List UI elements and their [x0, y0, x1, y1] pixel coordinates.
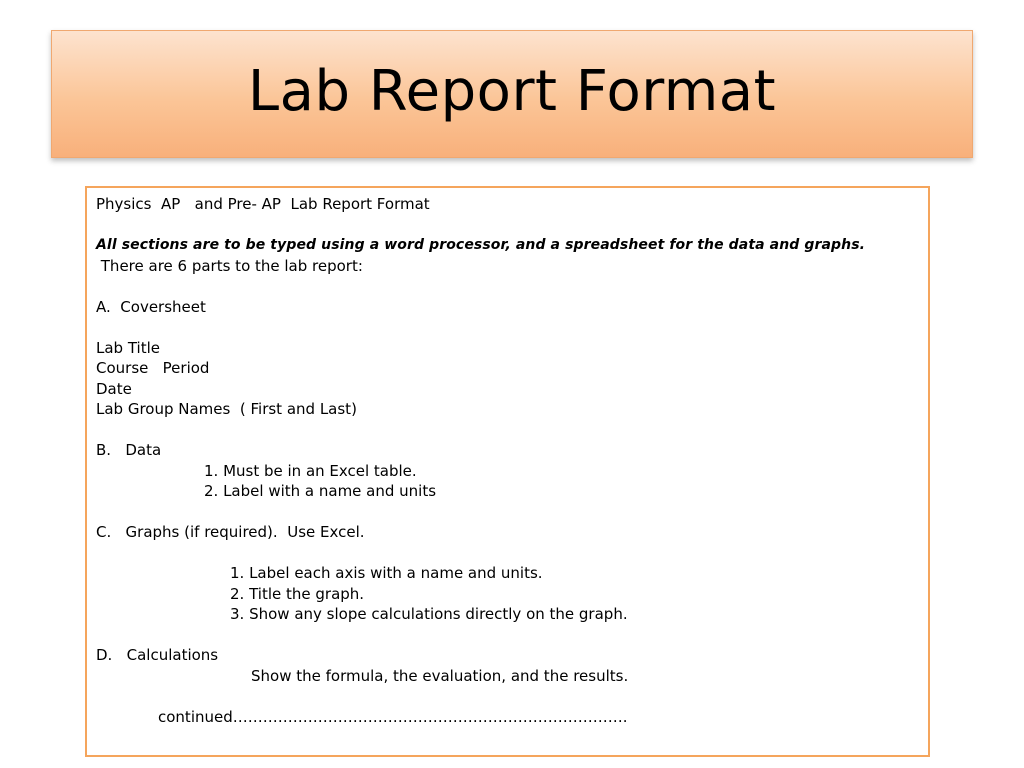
section-a-label: A. Coversheet: [96, 297, 206, 316]
content-heading: Physics AP and Pre- AP Lab Report Format: [96, 195, 430, 213]
parts-intro: There are 6 parts to the lab report:: [96, 256, 363, 275]
section-a-item: Lab Group Names ( First and Last): [96, 400, 357, 418]
spacer: [96, 420, 928, 441]
section-c-item: 1. Label each axis with a name and units.: [230, 564, 543, 582]
section-c-item: 2. Title the graph.: [230, 584, 365, 603]
continued-text: continued…………………………………………………………………….: [158, 707, 628, 726]
instruction-text: All sections are to be typed using a word processor, and a spreadsheet for the data and graphs.: [96, 237, 866, 253]
spacer: [96, 625, 928, 646]
section-b-item: 2. Label with a name and units: [204, 482, 437, 500]
content-box: [85, 186, 930, 757]
spacer: [96, 543, 928, 564]
section-c-item: 3. Show any slope calculations directly on the graph.: [230, 605, 628, 623]
section-d-label: D. Calculations: [96, 646, 219, 664]
section-a-item: Date: [96, 379, 132, 398]
spacer: [96, 686, 928, 707]
section-b-label: B. Data: [96, 441, 162, 459]
spacer: [96, 276, 928, 297]
title-banner: [51, 30, 973, 158]
spacer: [96, 317, 928, 338]
section-c-label: C. Graphs (if required). Use Excel.: [96, 523, 365, 541]
section-d-item: Show the formula, the evaluation, and the results.: [251, 666, 629, 685]
spacer: [96, 215, 928, 236]
slide-title: Lab Report Format: [247, 58, 777, 124]
section-b-item: 1. Must be in an Excel table.: [204, 461, 417, 480]
section-a-item: Course Period: [96, 359, 210, 377]
spacer: [96, 502, 928, 523]
section-a-item: Lab Title: [96, 338, 160, 357]
